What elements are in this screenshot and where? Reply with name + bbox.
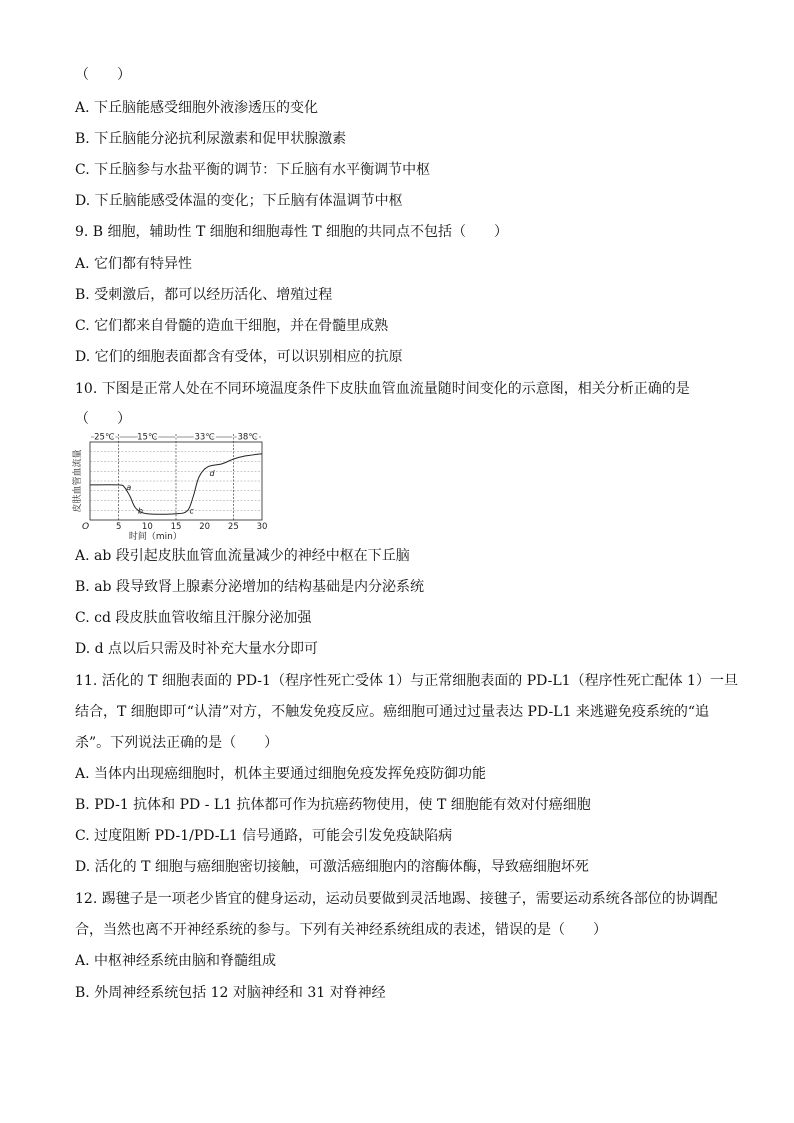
point-label-a: a [126,483,132,493]
q11-option-c: C. 过度阻断 PD-1/PD-L1 信号通路，可能会引发免疫缺陷病 [75,828,453,844]
q9-option-a: A. 它们都有特异性 [75,256,193,272]
q12-stem-line1: 12. 踢毽子是一项老少皆宜的健身运动，运动员要做到灵活地踢、接毽子，需要运动系统各部位的协调配 [75,891,718,907]
q11-stem-line1: 11. 活化的 T 细胞表面的 PD-1（程序性死亡受体 1）与正常细胞表面的 PD-L1（程序性死亡配体 1）一旦 [75,673,738,689]
point-label-b: b [137,506,143,516]
q9-option-c: C. 它们都来自骨髓的造血干细胞，并在骨髓里成熟 [75,318,389,334]
q8-option-d: D. 下丘脑能感受体温的变化；下丘脑有体温调节中枢 [75,193,403,209]
q11-option-b: B. PD-1 抗体和 PD - L1 抗体都可作为抗癌药物使用，使 T 细胞能有效对付癌细胞 [75,797,591,813]
q11-stem-line2: 结合，T 细胞即可“认清”对方，不触发免疫反应。癌细胞可通过过量表达 PD-L1 来逃避免疫系统的“追 [75,704,709,720]
band-label: 25℃ [94,432,115,443]
q8-option-a: A. 下丘脑能感受细胞外液渗透压的变化 [75,100,319,116]
q10-option-c: C. cd 段皮肤血管收缩且汗腺分泌加强 [75,610,312,626]
q8-stem-cont: （ ） [75,67,131,83]
x-tick-label: 5 [115,522,122,532]
x-tick-labels [116,522,267,532]
temperature-bands [91,433,261,521]
q10-option-a: A. ab 段引起皮肤血管血流量减少的神经中枢在下丘脑 [75,548,410,564]
x-tick-label: 15 [170,522,182,532]
q9-option-b: B. 受刺激后，都可以经历活化、增殖过程 [75,287,333,303]
q10-option-d: D. d 点以后只需及时补充大量水分即可 [75,641,319,657]
point-label-c: c [189,506,194,516]
q11-stem-line3: 杀”。下列说法正确的是（ ） [75,735,279,751]
band-label: 15℃ [137,432,158,443]
x-axis-label: 时间（min） [128,532,182,540]
point-label-d: d [209,469,215,479]
q10-option-b: B. ab 段导致肾上腺素分泌增加的结构基础是内分泌系统 [75,579,424,595]
origin-label: O [82,522,90,532]
q10-stem-line2: （ ） [75,411,131,427]
q12-stem-line2: 合，当然也离不开神经系统的参与。下列有关神经系统组成的表述，错误的是（ ） [75,922,607,938]
q12-option-b: B. 外周神经系统包括 12 对脑神经和 31 对脊神经 [75,985,386,1001]
q8-option-c: C. 下丘脑参与水盐平衡的调节：下丘脑有水平衡调节中枢 [75,162,431,178]
y-axis-label: 皮肤血管血流量 [73,449,83,513]
x-tick-label: 20 [199,522,211,532]
q9-stem: 9. B 细胞，辅助性 T 细胞和细胞毒性 T 细胞的共同点不包括（ ） [75,224,509,240]
q11-option-d: D. 活化的 T 细胞与癌细胞密切接触，可激活癌细胞内的溶酶体酶，导致癌细胞坏死 [75,859,589,875]
x-tick-label: 30 [256,522,268,532]
band-label: 33℃ [194,432,215,443]
x-tick-label: 25 [227,522,239,532]
q8-option-b: B. 下丘脑能分泌抗利尿激素和促甲状腺激素 [75,131,347,147]
band-label: 38℃ [237,432,258,443]
q10-stem-line1: 10. 下图是正常人处在不同环境温度条件下皮肤血管血流量随时间变化的示意图，相关分析正确的是 [75,381,690,397]
blood-flow-chart [70,430,280,540]
q12-option-a: A. 中枢神经系统由脑和脊髓组成 [75,953,277,969]
q11-option-a: A. 当体内出现癌细胞时，机体主要通过细胞免疫发挥免疫防御功能 [75,766,487,782]
q9-option-d: D. 它们的细胞表面都含有受体，可以识别相应的抗原 [75,349,403,365]
x-tick-label: 10 [141,522,153,532]
chart-annotations [126,469,215,515]
